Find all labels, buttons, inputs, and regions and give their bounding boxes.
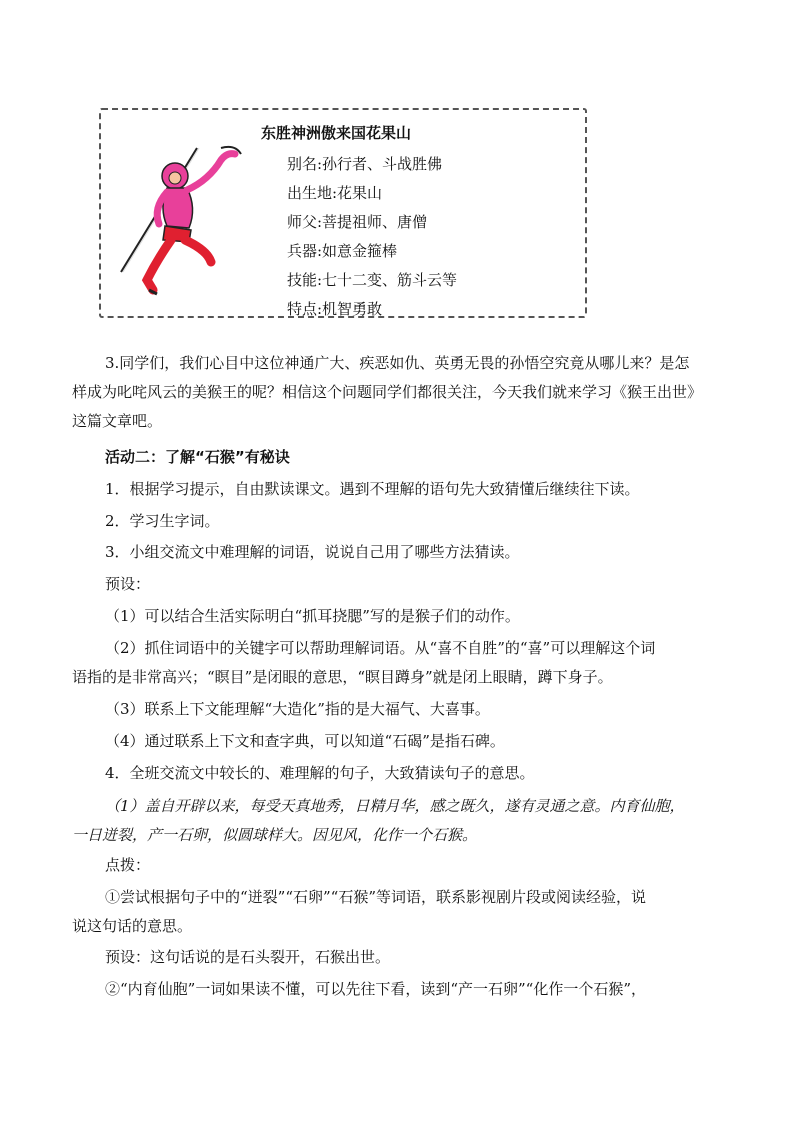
info-title: 东胜神洲傲来国花果山 [261,124,412,142]
item-3: （3）联系上下文能理解“大造化”指的是大福气、大喜事。 [105,700,490,718]
info-line-birthplace: 出生地:花果山 [287,184,383,202]
quote-line-2: 一日迸裂，产一石卵，似圆球样大。因见风，化作一个石猴。 [72,826,478,844]
preset-2: 预设：这句话说的是石头裂开，石猴出世。 [105,948,391,966]
item-4: （4）通过联系上下文和查字典，可以知道“石碣”是指石碑。 [105,732,505,750]
info-line-weapon: 兵器:如意金箍棒 [287,242,398,260]
step-3: 3．小组交流文中难理解的词语，说说自己用了哪些方法猜读。 [105,543,520,561]
item-2-line-1: （2）抓住词语中的关键字可以帮助理解词语。从“喜不自胜”的“喜”可以理解这个词 [105,639,656,657]
hint-label: 点拨： [105,856,151,874]
info-line-alias: 别名:孙行者、斗战胜佛 [287,155,443,173]
step-1: 1．根据学习提示，自由默读课文。遇到不理解的语句先大致猜懂后继续往下读。 [105,480,640,498]
info-line-traits: 特点:机智勇敢 [287,300,383,318]
info-line-master: 师父:菩提祖师、唐僧 [287,213,428,231]
paragraph-3-line-1: 3.同学们，我们心目中这位神通广大、疾恶如仇、英勇无畏的孙悟空究竟从哪儿来？是怎 [105,354,690,372]
activity-2-heading: 活动二：了解“石猴”有秘诀 [105,448,290,466]
item-2-line-2: 语指的是非常高兴；“瞑目”是闭眼的意思，“瞑目蹲身”就是闭上眼睛，蹲下身子。 [72,668,613,686]
hint-1-line-1: ①尝试根据句子中的“迸裂”“石卵”“石猴”等词语，联系影视剧片段或阅读经验，说 [105,888,647,906]
quote-line-1: （1）盖自开辟以来，每受天真地秀，日精月华，感之既久，遂有灵通之意。内育仙胞， [105,797,685,815]
hint-2-line-1: ②“内育仙胞”一词如果读不懂，可以先往下看，读到“产一石卵”“化作一个石猴”， [105,980,647,998]
step-2: 2．学习生字词。 [105,512,220,530]
paragraph-3-line-2: 样成为叱咤风云的美猴王的呢？相信这个问题同学们都很关注，今天我们就来学习《猴王出世》 [72,383,703,401]
character-info-box [99,108,587,318]
paragraph-3-line-3: 这篇文章吧。 [72,412,163,430]
step-4: 4．全班交流文中较长的、难理解的句子，大致猜读句子的意思。 [105,764,535,782]
info-lines [287,150,457,324]
preset-label: 预设： [105,575,151,593]
monkey-king-illustration [109,130,249,310]
info-line-skills: 技能:七十二变、筋斗云等 [287,271,458,289]
hint-1-line-2: 说这句话的意思。 [72,917,193,935]
item-1: （1）可以结合生活实际明白“抓耳挠腮”写的是猴子们的动作。 [105,607,520,625]
